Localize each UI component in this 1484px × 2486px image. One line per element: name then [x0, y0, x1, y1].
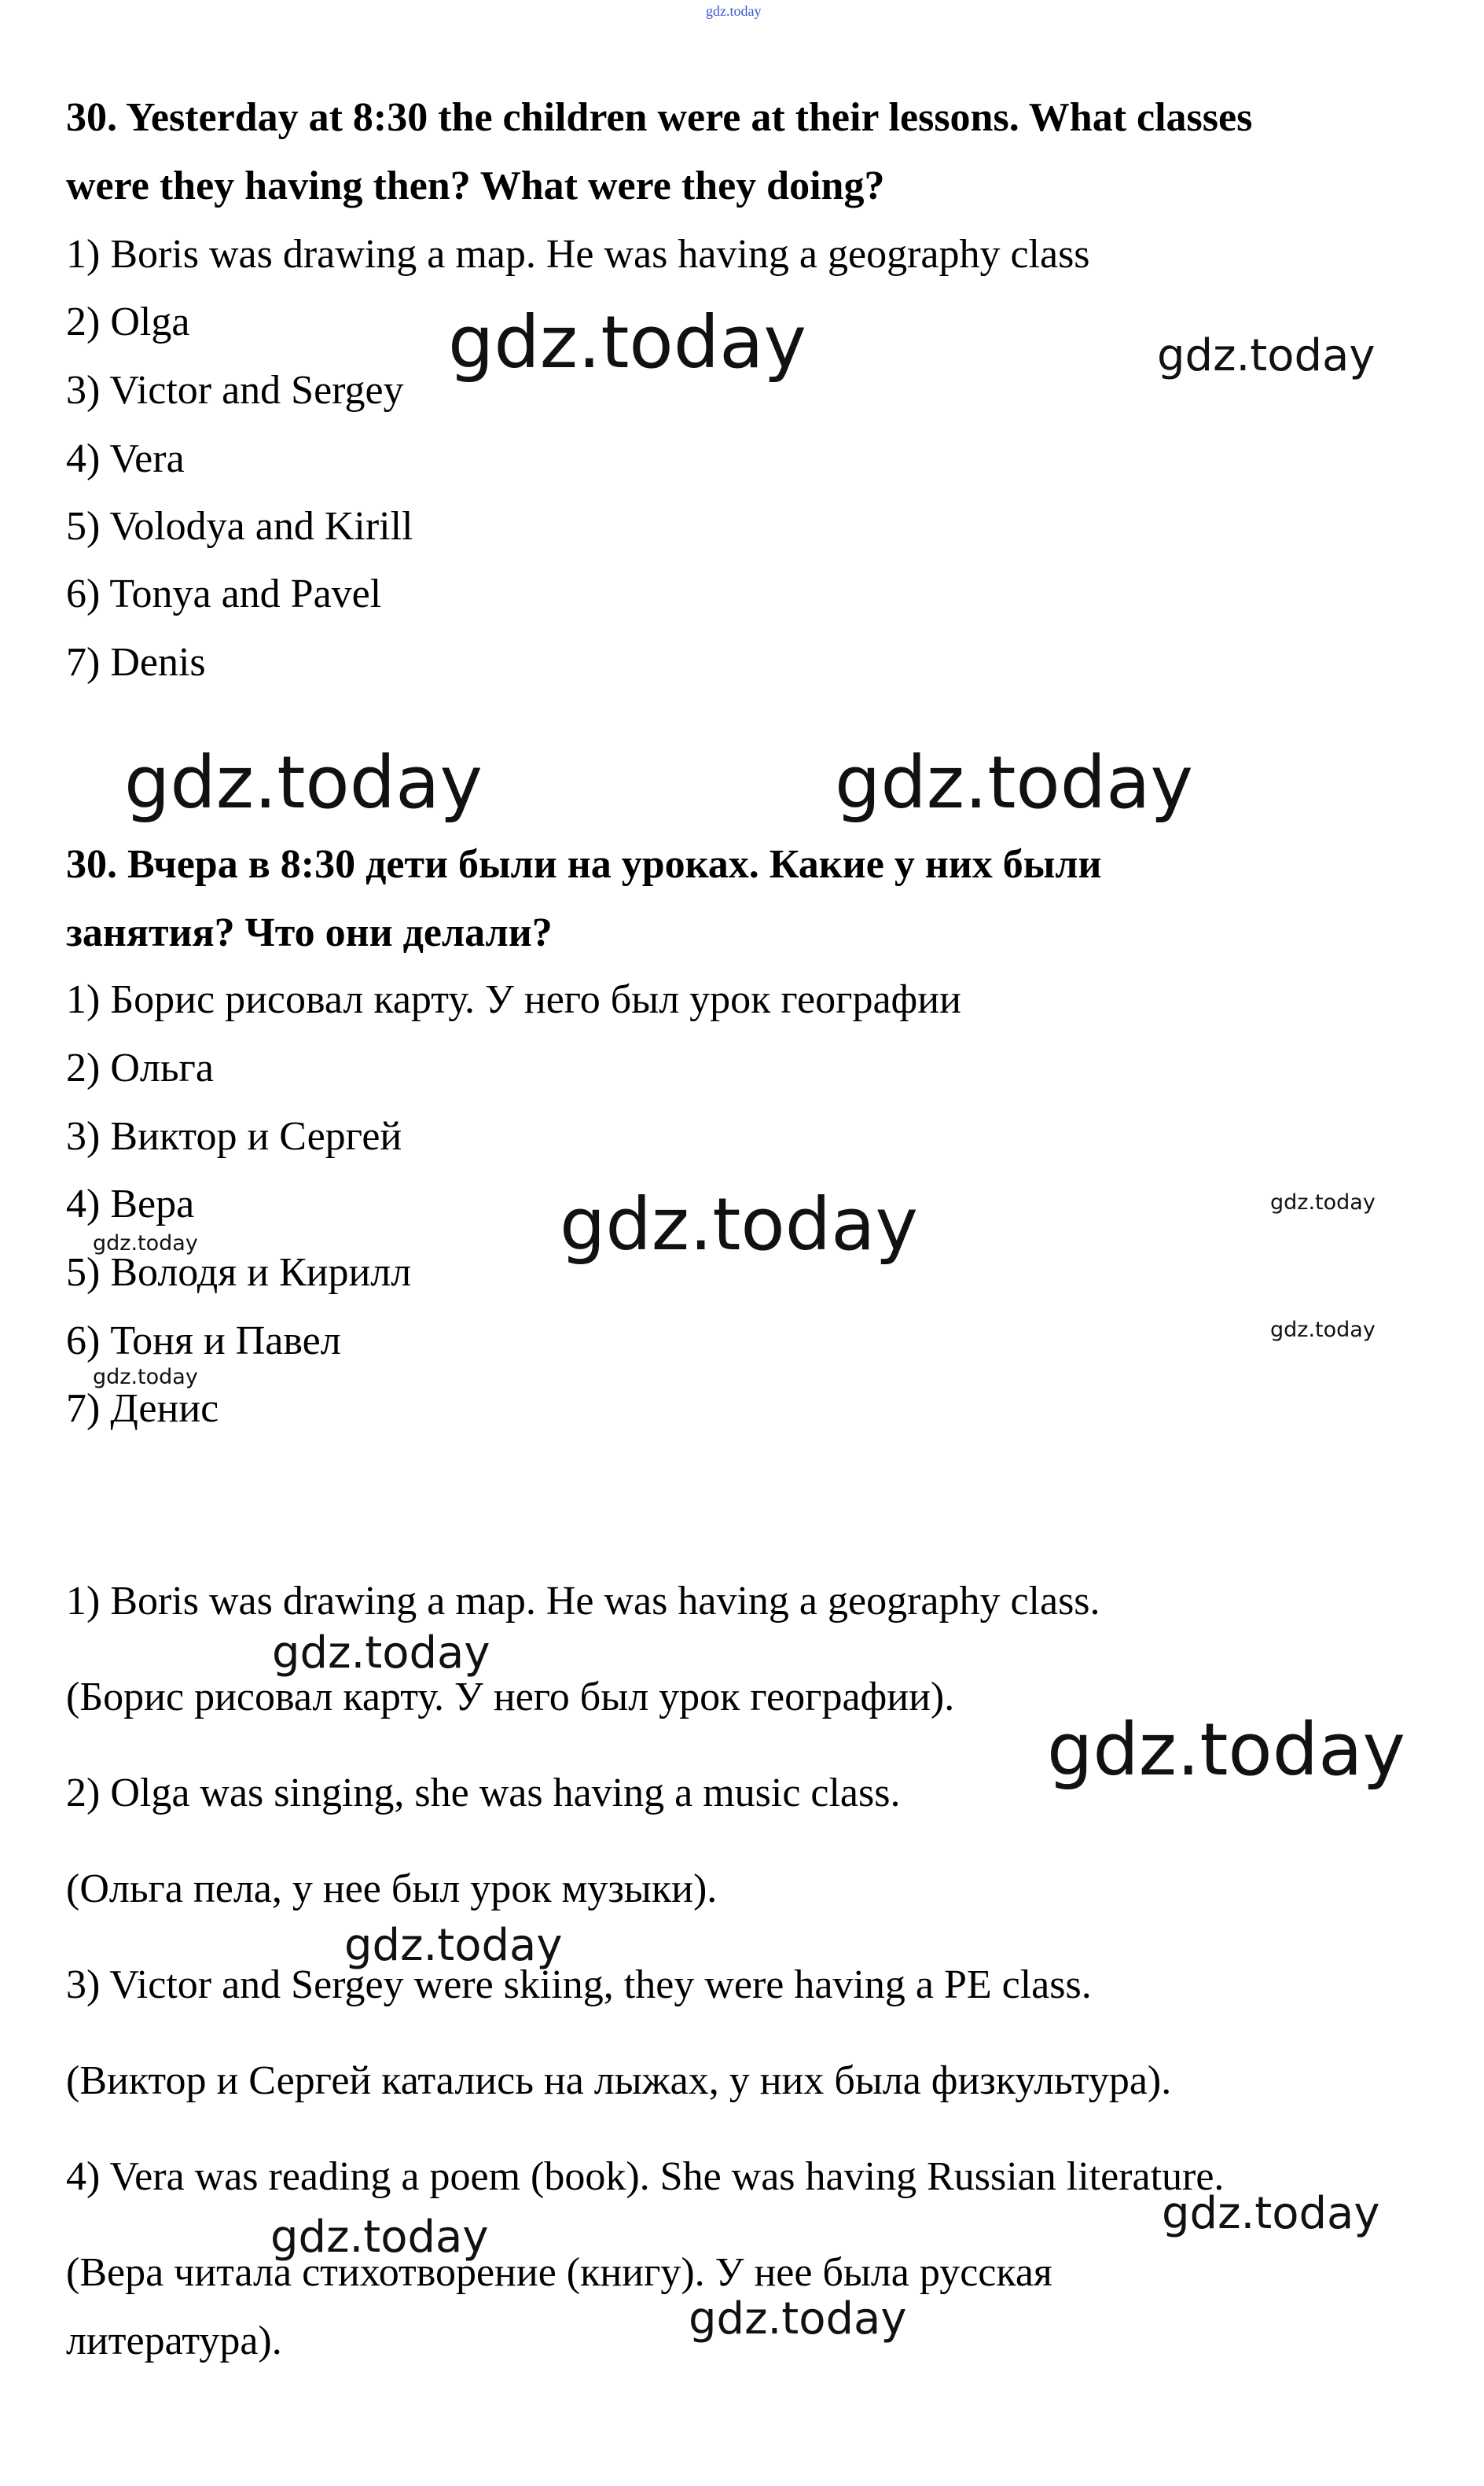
list-item: 2) Olga — [66, 300, 190, 344]
watermark: gdz.today — [835, 741, 1193, 825]
list-item: 7) Denis — [66, 640, 206, 685]
watermark: gdz.today — [689, 2293, 907, 2344]
watermark: gdz.today — [1047, 1708, 1405, 1792]
answer-line: (Вера читала стихотворение (книгу). У нее была русская — [66, 2250, 1052, 2295]
watermark: gdz.today — [1270, 1190, 1376, 1215]
list-item: 3) Виктор и Сергей — [66, 1114, 402, 1159]
list-item: 7) Денис — [66, 1386, 219, 1431]
list-item: 5) Volodya and Kirill — [66, 504, 413, 549]
list-item: 6) Tonya and Pavel — [66, 572, 382, 616]
watermark: gdz.today — [272, 1627, 490, 1679]
list-item: 1) Boris was drawing a map. He was having a geography class — [66, 232, 1090, 277]
russian-heading-line-2: занятия? Что они делали? — [66, 910, 553, 955]
list-item: 4) Vera — [66, 436, 185, 481]
answer-line: 4) Vera was reading a poem (book). She was having Russian literature. — [66, 2154, 1225, 2199]
top-watermark: gdz.today — [706, 3, 762, 19]
watermark: gdz.today — [1162, 2188, 1380, 2239]
list-item: 1) Борис рисовал карту. У него был урок географии — [66, 977, 961, 1022]
answer-line: 2) Olga was singing, she was having a music class. — [66, 1771, 901, 1815]
answer-line: (Борис рисовал карту. У него был урок географии). — [66, 1675, 955, 1719]
english-heading-line-1: 30. Yesterday at 8:30 the children were at their lessons. What classes — [66, 95, 1253, 140]
list-item: 2) Ольга — [66, 1046, 214, 1090]
watermark: gdz.today — [93, 1365, 198, 1389]
answer-line: литература). — [66, 2319, 282, 2363]
english-heading-line-2: were they having then? What were they doing? — [66, 164, 885, 208]
answer-line: (Виктор и Сергей катались на лыжах, у них была физкультура). — [66, 2058, 1172, 2103]
watermark: gdz.today — [560, 1182, 918, 1267]
watermark: gdz.today — [270, 2212, 489, 2263]
watermark: gdz.today — [1270, 1318, 1376, 1342]
list-item: 6) Тоня и Павел — [66, 1318, 341, 1363]
watermark: gdz.today — [448, 300, 806, 384]
list-item: 4) Вера — [66, 1182, 195, 1226]
answer-line: 1) Boris was drawing a map. He was having a geography class. — [66, 1579, 1100, 1624]
list-item: 3) Victor and Sergey — [66, 368, 404, 413]
answer-line: (Ольга пела, у нее был урок музыки). — [66, 1866, 718, 1911]
answer-line: 3) Victor and Sergey were skiing, they were having a PE class. — [66, 1962, 1092, 2007]
watermark: gdz.today — [344, 1920, 563, 1971]
russian-heading-line-1: 30. Вчера в 8:30 дети были на уроках. Какие у них были — [66, 842, 1102, 887]
list-item: 5) Володя и Кирилл — [66, 1250, 412, 1295]
watermark: gdz.today — [124, 741, 483, 825]
watermark: gdz.today — [1157, 330, 1376, 381]
watermark: gdz.today — [93, 1231, 198, 1256]
